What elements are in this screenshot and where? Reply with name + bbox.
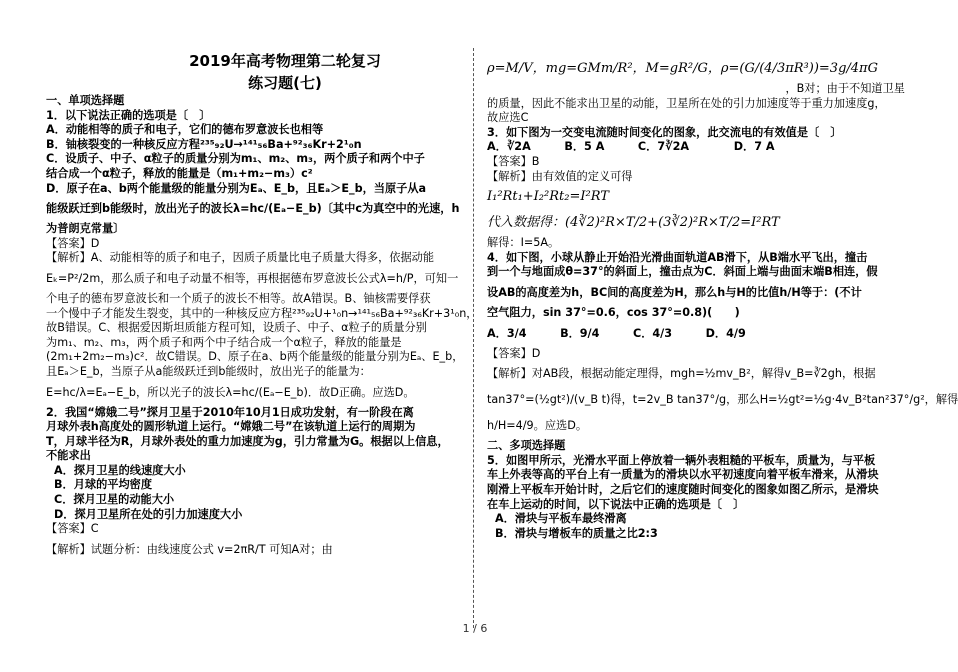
text-line: B．滑块与增板车的质量之比2:3 bbox=[495, 526, 658, 540]
text-line: (2m₁+2m₂−m₃)c²．故C错误。D、原子在a、b两个能量级的能量分别为Eₐ、E_b， bbox=[46, 350, 464, 364]
text-line: 【解析】由有效值的定义可得 bbox=[487, 169, 633, 183]
text-line: 一个慢中子才能发生裂变，其中的一种核反应方程²³⁵₉₂U+¹₀n→¹⁴¹₅₆Ba+⁹²₃₆Kr+3¹₀n， bbox=[46, 306, 478, 320]
text-line: 【答案】C bbox=[46, 522, 99, 536]
page-subtitle: 练习题(七) bbox=[248, 74, 322, 92]
left-column bbox=[46, 50, 478, 563]
text-line: 【答案】D bbox=[46, 236, 100, 250]
right-column bbox=[487, 56, 958, 541]
column-divider bbox=[473, 48, 474, 628]
text-line: 结合成一个α粒子，释放的能量是（m₁+m₂−m₃）c² bbox=[46, 166, 313, 180]
text-line: C．探月卫星的动能大小 bbox=[54, 493, 175, 507]
text-line: tan37°=(½gt²)/(v_B t)得，t=2v_B tan37°/g，那么H=½gt²=½g·4v_B²tan²37°/g²，解得 bbox=[487, 393, 958, 407]
text-line: 代入数据得：(4∛2)²R×T/2+(3∛2)²R×T/2=I²RT bbox=[487, 215, 780, 231]
text-line: 为m₁、m₂、m₃，两个质子和两个中子结合成一个α粒子，释放的能量是 bbox=[46, 335, 402, 349]
text-line: A．∛2A B．5 A C．7∛2A D．7 A bbox=[487, 140, 775, 154]
text-line: 1．以下说法正确的选项是〔 〕 bbox=[46, 108, 211, 122]
text-line: T，月球半径为R，月球外表处的重力加速度为g，引力常量为G。根据以上信息， bbox=[46, 434, 449, 448]
text-line: 【解析】对AB段，根据动能定理得，mgh=½mv_B²，解得v_B=∛2gh，根据 bbox=[487, 367, 876, 381]
text-line: A．滑块与平板车最终滑离 bbox=[495, 512, 627, 526]
text-line: 【答案】B bbox=[487, 154, 540, 168]
text-line: 的质量，因此不能求出卫星的动能，卫星所在处的引力加速度等于重力加速度g， bbox=[487, 96, 886, 110]
text-line: 【答案】D bbox=[487, 346, 541, 360]
text-line: E=hc/λ=Eₐ−E_b，所以光子的波长λ=hc/(Eₐ−E_b)．故D正确。应选D。 bbox=[46, 385, 415, 399]
text-line: 2．我国“嫦娥二号”探月卫星于2010年10月1日成功发射，有一阶段在离 bbox=[46, 405, 414, 419]
text-line: 【解析】A、动能相等的质子和电子，因质子质量比电子质量大得多，依据动能 bbox=[46, 251, 435, 265]
text-line: 月球外表h高度处的圆形轨道上运行。“嫦娥二号”在该轨道上运行的周期为 bbox=[46, 420, 416, 434]
text-line: 故B错误。C、根据爱因斯坦质能方程可知，设质子、中子、α粒子的质量分别 bbox=[46, 321, 427, 335]
text-line: 设AB的高度差为h，BC间的高度差为H，那么h与H的比值h/H等于：(不计 bbox=[487, 285, 862, 299]
text-line: I₁²Rt₁+I₂²Rt₂=I²RT bbox=[487, 189, 609, 205]
text-line: 不能求出 bbox=[46, 449, 91, 463]
text-line: 能级跃迁到b能级时，放出光子的波长λ=hc/(Eₐ−E_b)〔其中c为真空中的光速，h bbox=[46, 202, 460, 216]
text-line: 3．如下图为一交变电流随时间变化的图象，此交流电的有效值是〔 〕 bbox=[487, 125, 842, 139]
text-line: B．月球的平均密度 bbox=[54, 478, 153, 492]
text-line: 4．如下图，小球从静止开始沿光滑曲面轨道AB滑下，从B端水平飞出，撞击 bbox=[487, 250, 868, 264]
text-line: 车上外表等高的平台上有一质量为的滑块以水平初速度向着平板车滑来，从滑块 bbox=[487, 468, 879, 482]
text-line: 一、单项选择题 bbox=[46, 94, 125, 107]
text-line: 故应选C bbox=[487, 111, 529, 125]
text-line: D．原子在a、b两个能量级的能量分别为Eₐ、E_b，且Eₐ＞E_b，当原子从a bbox=[46, 181, 427, 195]
text-line: 个电子的德布罗意波长和一个质子的波长不相等。故A错误。B、铀核需要俘获 bbox=[46, 291, 431, 305]
text-line: A．探月卫星的线速度大小 bbox=[54, 463, 186, 477]
right-text-block bbox=[487, 56, 958, 541]
page-title: 2019年高考物理第二轮复习 bbox=[189, 52, 381, 70]
text-line: C．设质子、中子、α粒子的质量分别为m₁、m₂、m₃，两个质子和两个中子 bbox=[46, 152, 425, 166]
text-line: 且Eₐ＞E_b，当原子从a能级跃迁到b能级时，放出光子的能量为： bbox=[46, 364, 371, 378]
text-line: A．动能相等的质子和电子，它们的德布罗意波长也相等 bbox=[46, 123, 324, 137]
text-line: 到一个与地面成θ=37°的斜面上，撞击点为C．斜面上端与曲面末端B相连，假 bbox=[487, 265, 878, 279]
text-line: Eₖ=P²/2m，那么质子和电子动量不相等，再根据德布罗意波长公式λ=h/P，可知一 bbox=[46, 271, 459, 285]
text-line: 二、多项选择题 bbox=[487, 439, 566, 453]
text-line: 刚滑上平板车开始计时，之后它们的速度随时间变化的图象如图乙所示，是滑块 bbox=[487, 482, 879, 496]
text-line: ，B对；由于不知道卫星 bbox=[785, 82, 905, 95]
text-line: D．探月卫星所在处的引力加速度大小 bbox=[54, 507, 243, 521]
text-line: ρ=M/V，mg=GMm/R²，M=gR²/G，ρ=(G/(4/3πR³))=3g/4πG bbox=[487, 61, 878, 76]
text-line: h/H=4/9。应选D。 bbox=[487, 419, 588, 433]
text-line: B．铀核裂变的一种核反应方程²³⁵₉₂U→¹⁴¹₅₆Ba+⁹²₃₆Kr+2¹₀n bbox=[46, 137, 362, 151]
text-line: A．3/4 B．9/4 C．4/3 D．4/9 bbox=[487, 326, 746, 340]
left-text-block bbox=[46, 94, 478, 563]
text-line: 解得：I=5A。 bbox=[487, 236, 560, 250]
text-line: 在车上运动的时间，以下说法中正确的选项是〔 〕 bbox=[487, 497, 745, 511]
text-line: 5．如图甲所示，光滑水平面上停放着一辆外表粗糙的平板车，质量为，与平板 bbox=[487, 453, 876, 467]
page-number: 1 / 6 bbox=[462, 622, 488, 635]
text-line: 【解析】试题分析：由线速度公式 v=2πR/T 可知A对；由 bbox=[46, 542, 333, 556]
text-line: 为普朗克常量〕 bbox=[46, 222, 125, 236]
text-line: 空气阻力，sin 37°=0.6，cos 37°=0.8)( ) bbox=[487, 305, 740, 319]
